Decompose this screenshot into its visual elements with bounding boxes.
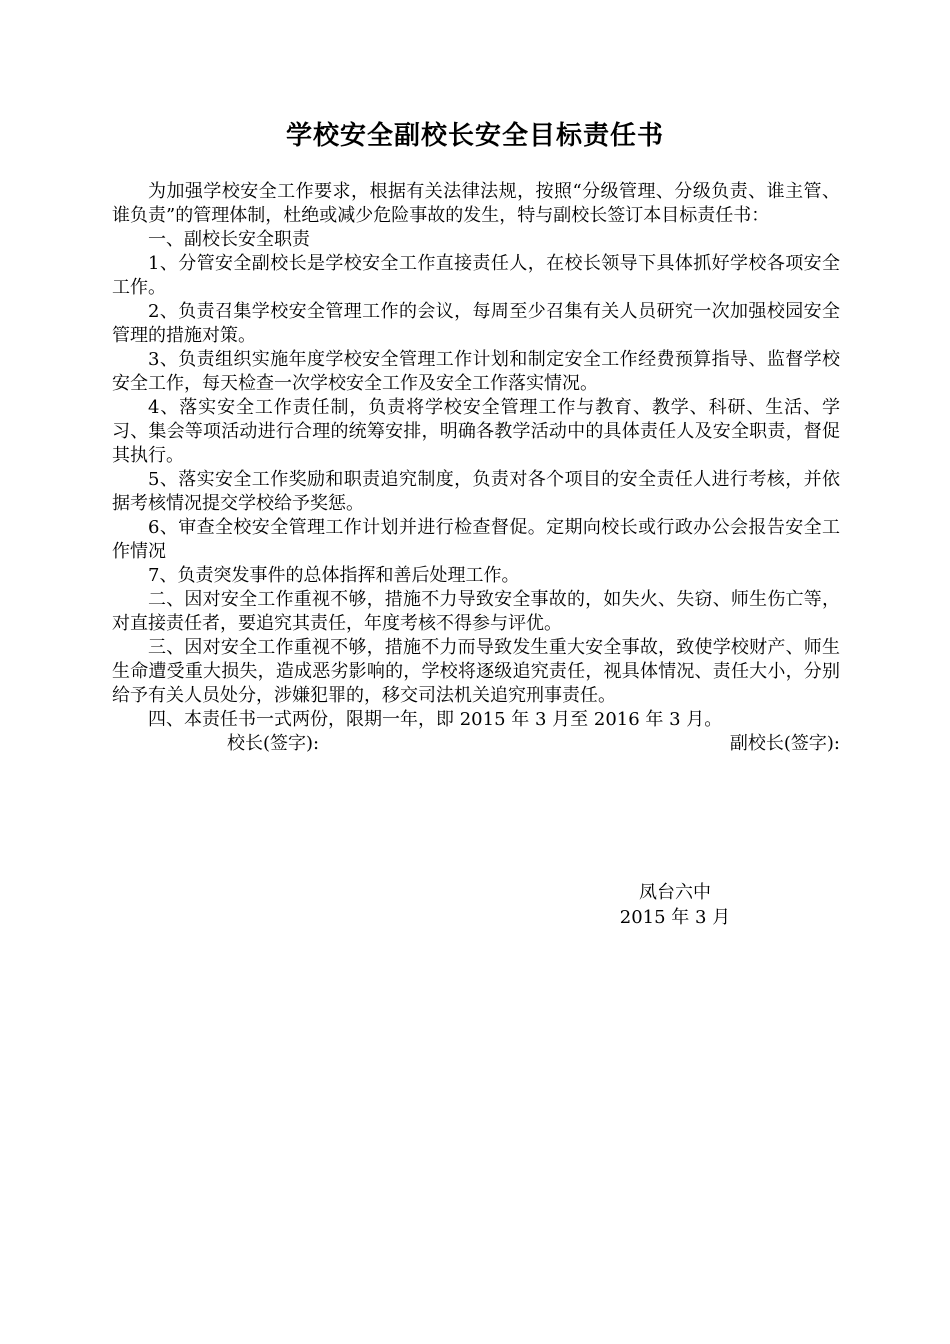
principal-signature-label: 校长(签字):: [227, 733, 320, 754]
section-heading-duties: 一、副校长安全职责: [148, 229, 310, 250]
section-two: 二、因对安全工作重视不够，措施不力导致安全事故的，如失火、失窃、师生伤亡等，对直接责任者，要追究其责任，年度考核不得参与评优。: [112, 589, 840, 634]
duty-item-3: 3、负责组织实施年度学校安全管理工作计划和制定安全工作经费预算指导、监督学校安全工作，每天检查一次学校安全工作及安全工作落实情况。: [112, 349, 840, 394]
signature-row: [112, 732, 840, 756]
paragraph-intro: 为加强学校安全工作要求，根据有关法律法规，按照“分级管理、分级负责、谁主管、谁负责”的管理体制，杜绝或减少危险事故的发生，特与副校长签订本目标责任书：: [112, 181, 840, 226]
section-three: 三、因对安全工作重视不够，措施不力而导致发生重大安全事故，致使学校财产、师生生命遭受重大损失，造成恶劣影响的，学校将逐级追究责任，视具体情况、责任大小，分别给予有关人员处分，涉嫌犯罪的，移交司法机关追究刑事责任。: [112, 637, 840, 706]
document-body: [112, 180, 840, 756]
issuer-school: 凤台六中: [639, 882, 711, 903]
duty-item-2: 2、负责召集学校安全管理工作的会议，每周至少召集有关人员研究一次加强校园安全管理的措施对策。: [112, 301, 840, 346]
issuer-block: [600, 880, 750, 930]
duty-item-5: 5、落实安全工作奖励和职责追究制度，负责对各个项目的安全责任人进行考核，并依据考核情况提交学校给予奖惩。: [112, 469, 840, 514]
duty-item-7: 7、负责突发事件的总体指挥和善后处理工作。: [148, 565, 520, 586]
duty-item-1: 1、分管安全副校长是学校安全工作直接责任人，在校长领导下具体抓好学校各项安全工作。: [112, 253, 840, 298]
duty-item-6: 6、审查全校安全管理工作计划并进行检查督促。定期向校长或行政办公会报告安全工作情况: [112, 517, 840, 562]
section-four: 四、本责任书一式两份，限期一年，即 2015 年 3 月至 2016 年 3 月。: [148, 709, 723, 730]
duty-item-4: 4、落实安全工作责任制，负责将学校安全管理工作与教育、教学、科研、生活、学习、集会等项活动进行合理的统筹安排，明确各教学活动中的具体责任人及安全职责，督促其执行。: [112, 397, 840, 466]
document-title: 学校安全副校长安全目标责任书: [285, 121, 664, 151]
vice-principal-signature-label: 副校长(签字):: [729, 733, 840, 754]
issue-date: 2015 年 3 月: [619, 907, 731, 928]
